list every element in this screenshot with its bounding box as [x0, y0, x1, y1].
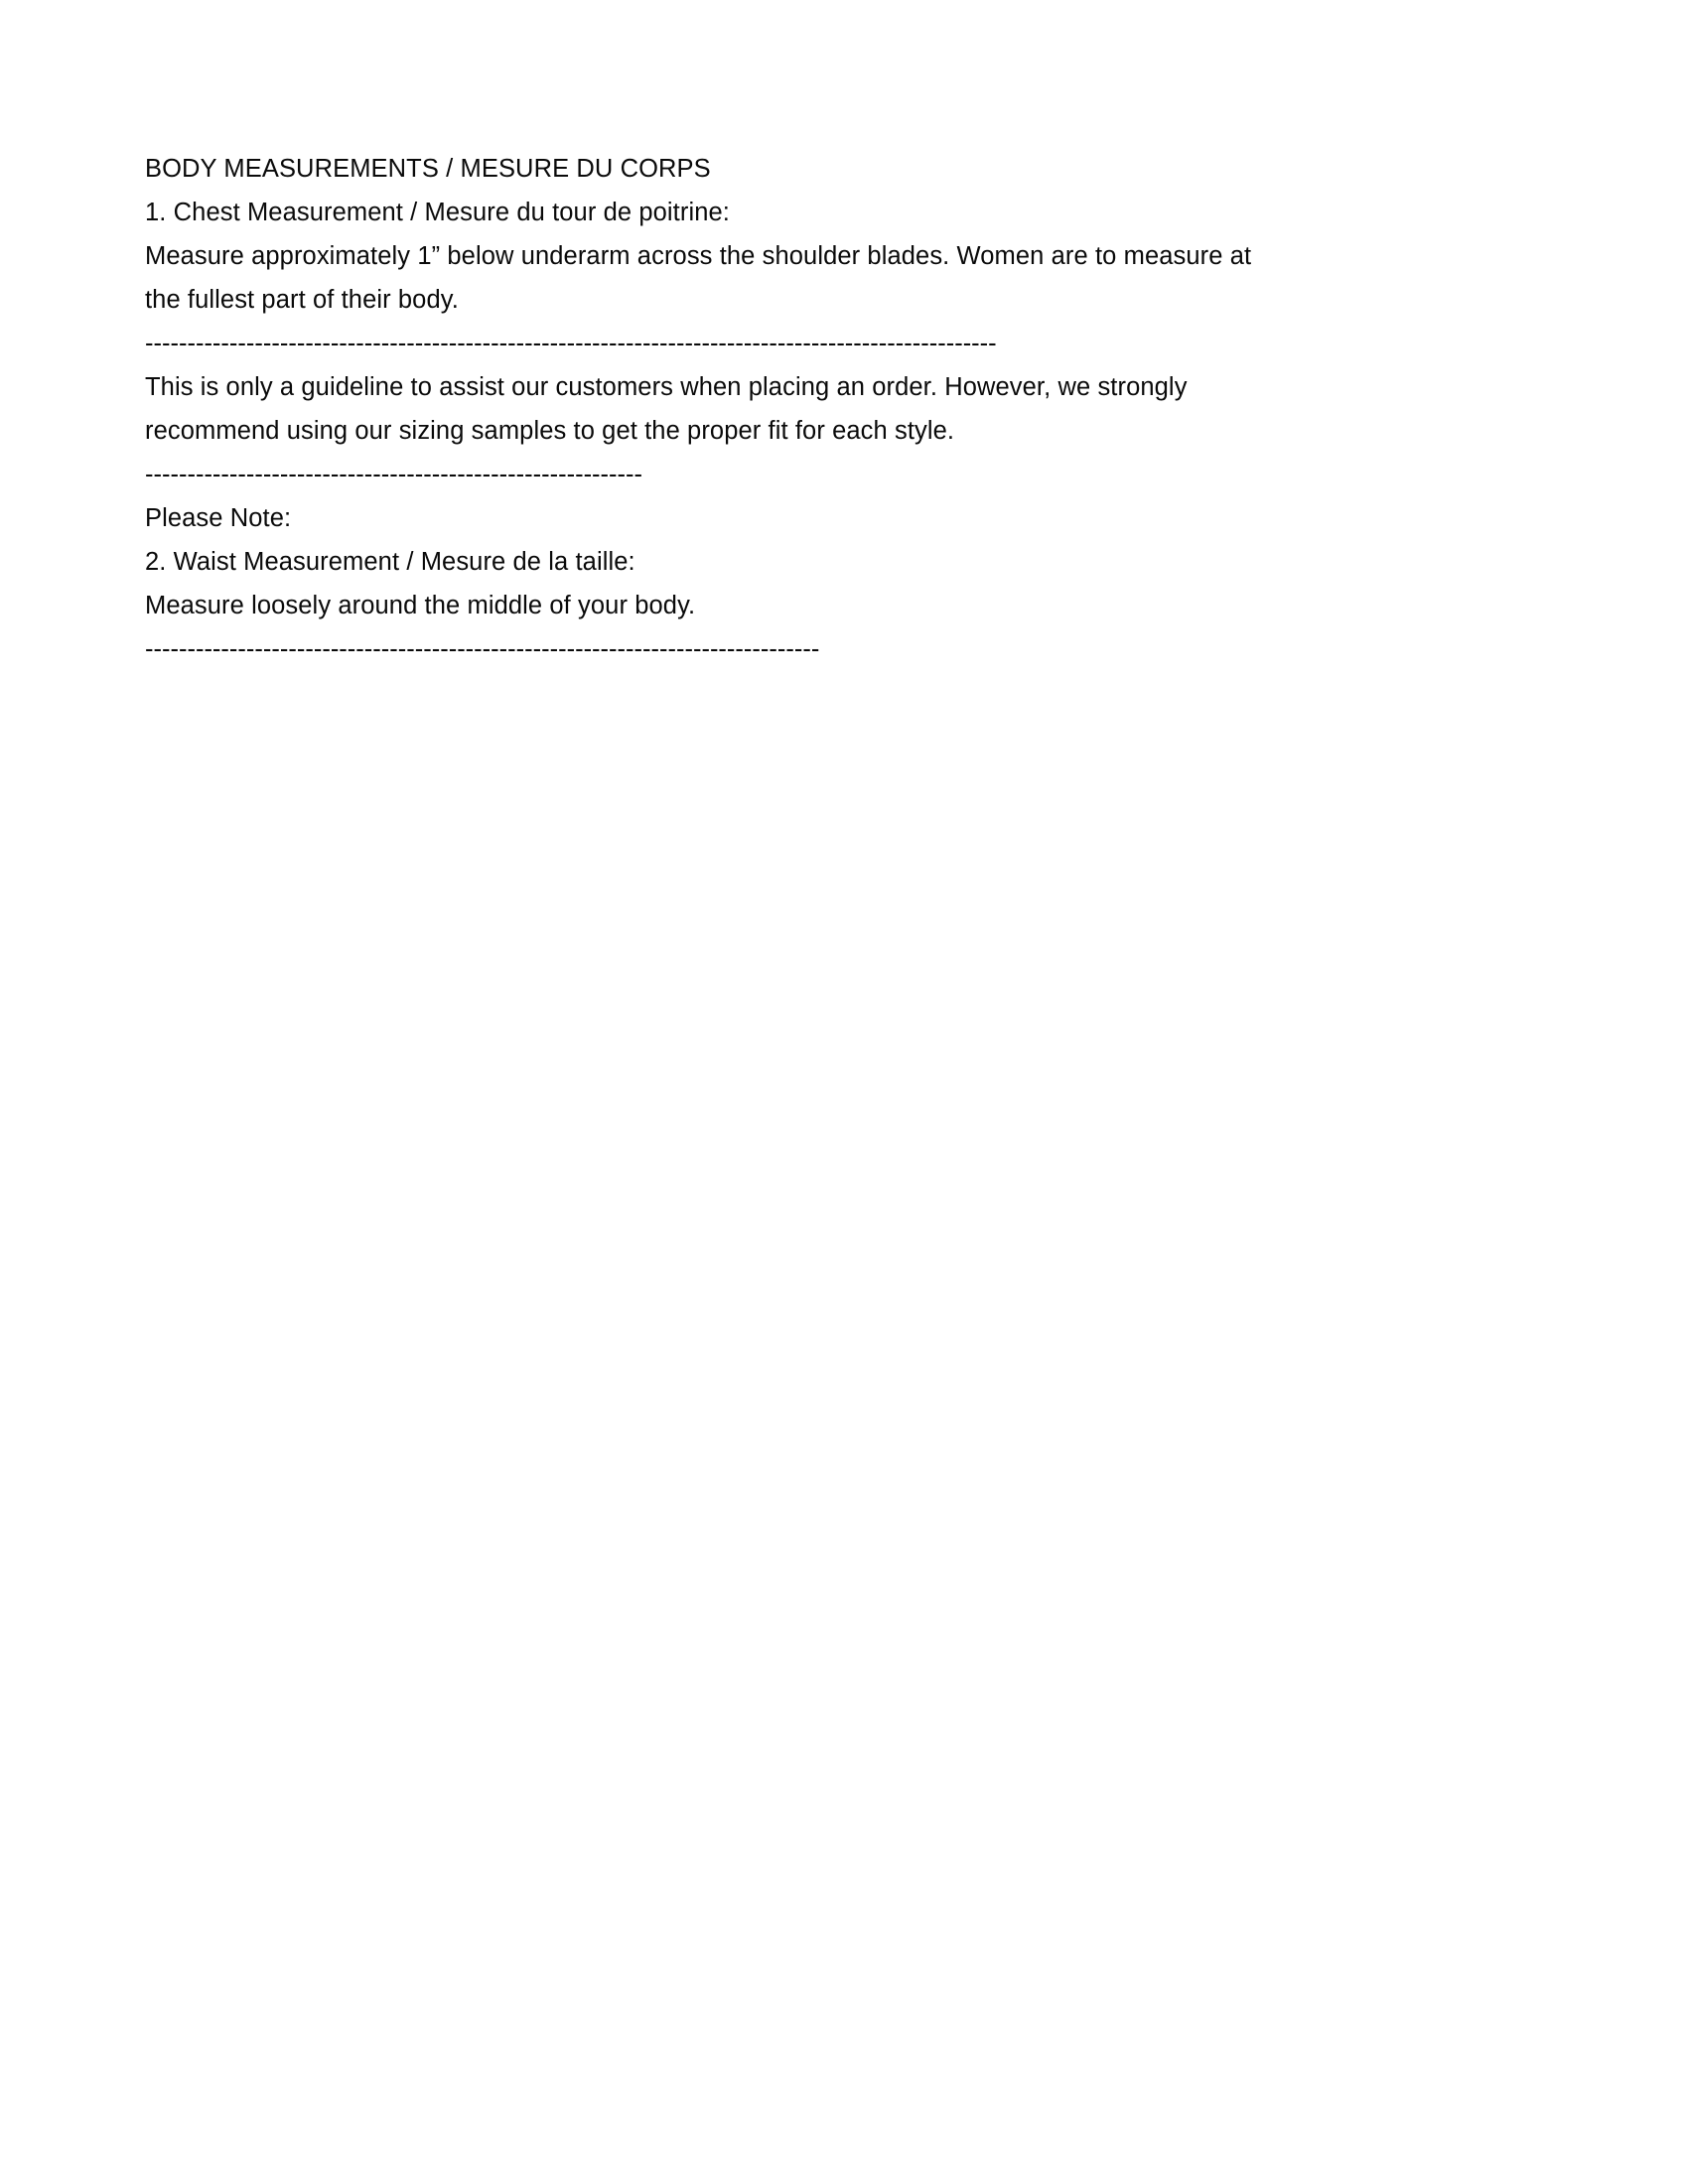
please-note-label: Please Note:	[145, 504, 292, 532]
chest-measurement-label: 1. Chest Measurement / Mesure du tour de poitrine:	[145, 199, 730, 226]
waist-measurement-body: Measure loosely around the middle of your body.	[145, 592, 696, 619]
divider-three: --------------------------------------------------------------------------------	[145, 635, 820, 663]
document-heading: BODY MEASUREMENTS / MESURE DU CORPS	[145, 155, 711, 183]
waist-measurement-label: 2. Waist Measurement / Mesure de la taille:	[145, 548, 635, 576]
chest-measurement-body: Measure approximately 1” below underarm across the shoulder blades. Women are to measure at the fullest part of their body.	[145, 242, 1252, 314]
divider-two: -----------------------------------------------------------	[145, 461, 643, 488]
guideline-note: This is only a guideline to assist our customers when placing an order. However, we strongly recommend using our sizing samples to get the proper fit for each style.	[145, 373, 1188, 445]
divider-one: -----------------------------------------------------------------------------------------------------	[145, 330, 997, 357]
document-content	[145, 147, 1456, 671]
